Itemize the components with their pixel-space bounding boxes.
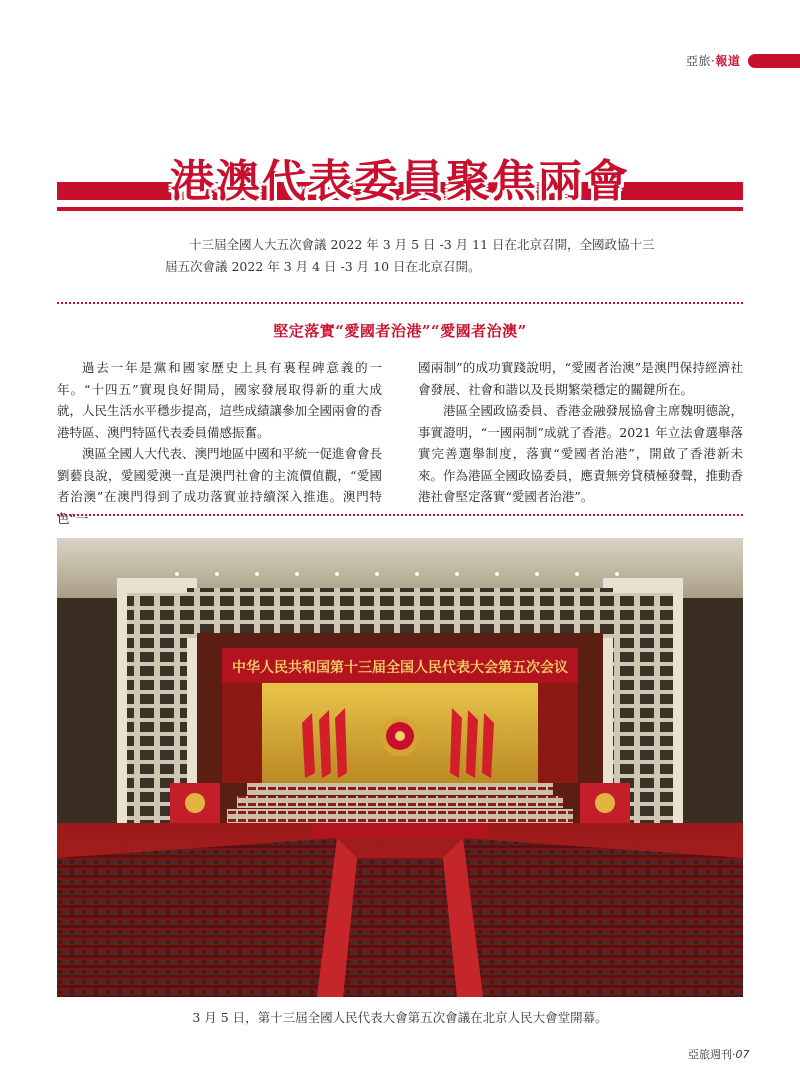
header-separator: · — [711, 54, 716, 68]
paragraph: 過去一年是黨和國家歷史上具有裏程碑意義的一年。“十四五”實現良好開局，國家發展取得新的重大成就，人民生活水平穩步提高，這些成績讓參加全國兩會的香港特區、澳門特區代表委員備感振奮。 — [57, 360, 383, 440]
section-header — [686, 52, 740, 69]
page-footer — [688, 1046, 750, 1062]
article-subheading: 堅定落實“愛國者治港”“愛國者治澳” — [273, 322, 527, 340]
dotted-divider-bottom — [57, 514, 743, 516]
banner-text: 中华人民共和国第十三届全国人民代表大会第五次会议 — [232, 660, 568, 676]
photo-caption: 3 月 5 日，第十三屆全國人民代表大會第五次會議在北京人民大會堂開幕。 — [192, 1010, 608, 1025]
footer-magazine: 亞旅週刊 — [688, 1048, 732, 1061]
section-name: 報道 — [715, 54, 741, 68]
paragraph-continued: 國兩制”的成功實踐說明，“愛國者治澳”是澳門保持經濟社會發展、社會和諧以及長期繁榮穩定的關鍵所在。 — [418, 360, 743, 397]
paragraph: 港區全國政協委員、香港金融發展協會主席魏明德說，事實證明，“一國兩制”成就了香港。2021 年立法會選舉落實完善選舉制度，落實“愛國者治港”，開啟了香港新未來。作為港區全國政協委員，應責無旁貸積極發聲，推動香港社會堅定落實“愛國者治港”。 — [418, 403, 744, 504]
article-intro: 十三屆全國人大五次會議 2022 年 3 月 5 日 -3 月 11 日在北京召開，全國政協十三屆五次會議 2022 年 3 月 4 日 -3 月 10 日在北京召開。 — [165, 237, 655, 274]
dotted-divider-top — [57, 302, 743, 304]
right-column — [418, 357, 743, 508]
page-number: 07 — [735, 1048, 750, 1061]
left-column — [57, 357, 382, 529]
article-title: 港澳代表委員聚焦兩會 — [170, 156, 630, 207]
footer-separator: · — [732, 1048, 736, 1061]
great-hall-photo — [57, 538, 743, 997]
paragraph: 澳區全國人大代表、澳門地區中國和平統一促進會會長劉藝良說，愛國愛澳一直是澳門社會的主流價值觀，“愛國者治澳”在澳門得到了成功落實並持續深入推進。澳門特色“一 — [57, 446, 383, 526]
magazine-name: 亞旅 — [686, 54, 712, 68]
section-tab — [748, 54, 800, 68]
